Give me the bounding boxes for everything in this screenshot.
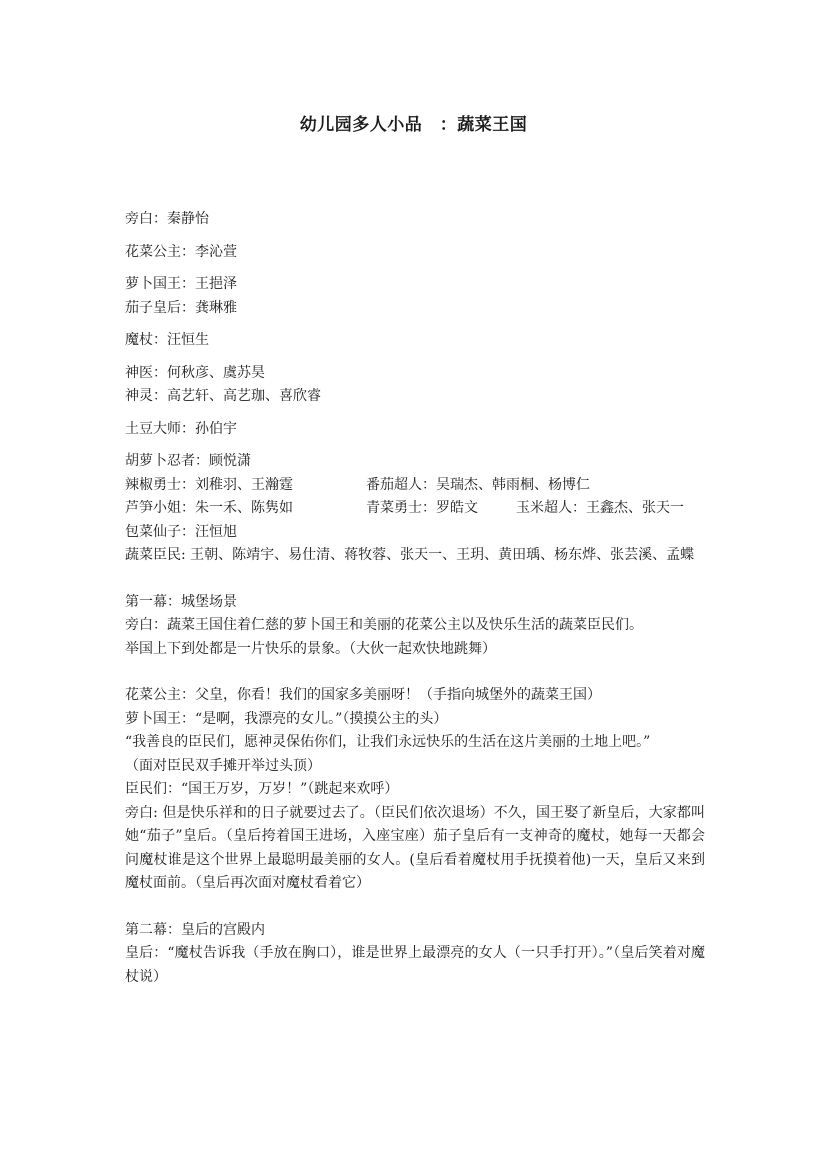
- cast-corn: 玉米超人：王鑫杰、张天一: [516, 500, 684, 516]
- cast-princess: 花菜公主：李沁萱: [125, 243, 237, 260]
- act1-heading: 第一幕：城堡场景: [125, 593, 237, 610]
- act1-paragraph: 举国上下到处都是一片快乐的景象。（大伙一起欢快地跳舞）: [125, 640, 496, 657]
- cast-asparagus: 芦笋小姐：朱一禾、陈隽如: [125, 500, 293, 516]
- cast-king: 萝卜国王：王挹泽: [125, 276, 237, 292]
- cast-spirit: 神灵：高艺轩、高艺珈、喜欣睿: [125, 388, 321, 404]
- cast-row-asparagus-greens-corn: [125, 497, 705, 521]
- cast-row-pepper-tomato: [125, 474, 705, 498]
- act2-paragraph: 皇后：“魔杖告诉我（手放在胸口），谁是世界上最漂亮的女人（一只手打开）。”（皇后笑着对魔杖说）: [125, 945, 705, 985]
- document-body: [125, 208, 705, 989]
- act1-paragraph: 花菜公主：父皇，你看！我们的国家多美丽呀！（手指向城堡外的蔬菜王国）: [125, 687, 601, 703]
- cast-pepper: 辣椒勇士：刘稚羽、王瀚霆: [125, 476, 293, 493]
- cast-carrot-ninja: 胡萝卜忍者：顾悦潇: [125, 453, 251, 469]
- cast-cabbage: 包菜仙子：汪恒旭: [125, 523, 237, 540]
- cast-tomato: 番茄超人：吴瑞杰、韩雨桐、杨博仁: [366, 476, 590, 493]
- act1-paragraph: 萝卜国王：“是啊，我漂亮的女儿。”（摸摸公主的头）: [125, 710, 448, 727]
- cast-potato-master: 土豆大师：孙伯宇: [125, 420, 237, 437]
- cast-queen: 茄子皇后：龚琳雅: [125, 299, 237, 316]
- act1-paragraph: 旁白：蔬菜王国住着仁慈的萝卜国王和美丽的花菜公主以及快乐生活的蔬菜臣民们。: [125, 617, 643, 633]
- act2-heading: 第二幕：皇后的宫殿内: [125, 921, 265, 938]
- cast-wand: 魔杖：汪恒生: [125, 332, 209, 348]
- cast-greens: 青菜勇士：罗皓文: [366, 500, 478, 516]
- cast-narrator: 旁白：秦静怡: [125, 211, 209, 227]
- act1-paragraph: “我善良的臣民们，愿神灵保佑你们，让我们永远快乐的生活在这片美丽的土地上吧。”: [125, 734, 651, 750]
- cast-doctor: 神医：何秋彦、虞苏昊: [125, 364, 265, 381]
- document-title: 幼儿园多人小品 ：蔬菜王国: [299, 115, 528, 135]
- act1-paragraph: 旁白: 但是快乐祥和的日子就要过去了。（臣民们依次退场）不久，国王娶了新皇后，大家都叫她“茄子”皇后。（皇后挎着国王进场，入座宝座）茄子皇后有一支神奇的魔杖，她每一天都会问魔杖谁是这个世界上最聪明最美丽的女人。(皇后看着魔杖用手抚摸着他)一天，皇后又来到魔杖面前。（皇后再次面对魔杖看着它）: [125, 804, 705, 891]
- cast-citizens: 蔬菜臣民: 王朝、陈靖宇、易仕清、蒋牧蓉、张天一、王玥、黄田瑀、杨东烨、张芸溪、孟蝶: [125, 547, 695, 563]
- act1-paragraph: 臣民们：“国王万岁，万岁！”（跳起来欢呼）: [125, 781, 399, 797]
- act1-paragraph: （面对臣民双手摊开举过头顶）: [125, 757, 321, 774]
